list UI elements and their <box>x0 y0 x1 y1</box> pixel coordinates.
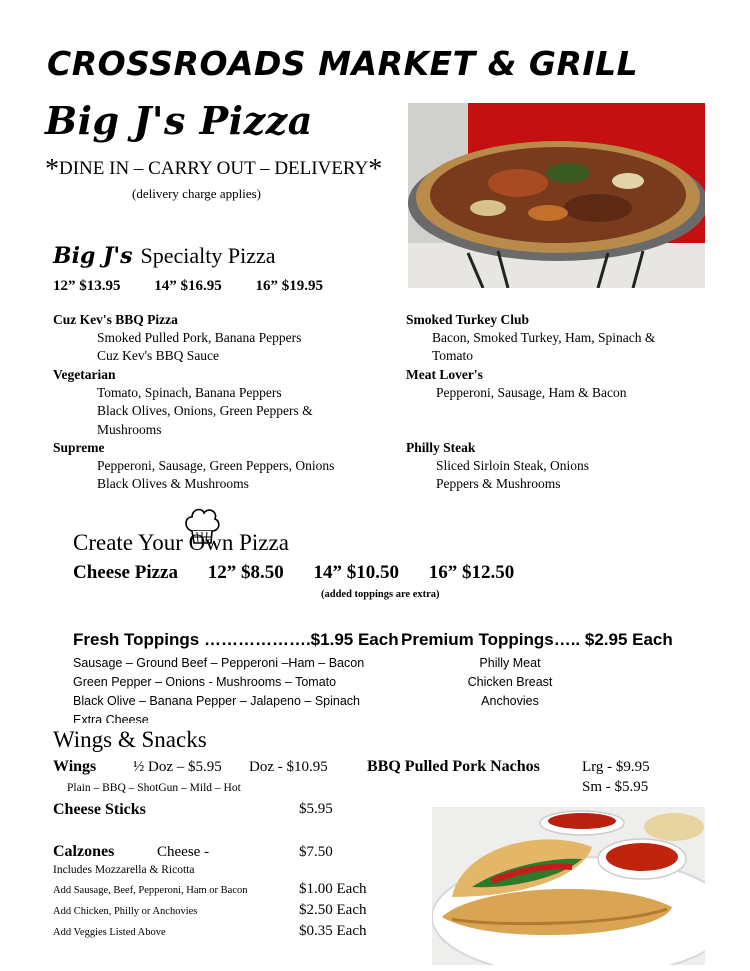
pizza-desc-line: Bacon, Smoked Turkey, Ham, Spinach & <box>432 330 656 346</box>
fresh-topping-line: Extra Cheese <box>73 713 149 723</box>
nachos-lrg-price: Lrg - $9.95 <box>582 759 650 775</box>
addon-label: Add Chicken, Philly or Anchovies <box>53 906 198 917</box>
pizza-vegetarian <box>53 366 313 439</box>
fresh-topping-line: Sausage – Ground Beef – Pepperoni –Ham – Bacon <box>73 656 365 670</box>
addon-label: Add Veggies Listed Above <box>53 927 166 938</box>
nachos-sm-price: Sm - $5.95 <box>582 779 649 795</box>
fresh-topping-line-clipped <box>73 713 149 723</box>
fresh-topping-line: Black Olive – Banana Pepper – Jalapeno – Spinach <box>73 694 360 708</box>
pizza-smoked-turkey-club <box>406 311 655 366</box>
restaurant-title: CROSSROADS MARKET & GRILL <box>47 44 639 83</box>
wings-heading: Wings & Snacks <box>53 727 207 752</box>
cheese-sticks-label: Cheese Sticks <box>53 801 146 818</box>
cheese-prices <box>73 562 539 584</box>
addon-label: Add Sausage, Beef, Pepperoni, Ham or Bacon <box>53 885 248 896</box>
pizza-cuz-kev <box>53 311 301 366</box>
calzones-price: $7.50 <box>299 844 333 860</box>
pizza-desc-line: Mushrooms <box>97 421 162 437</box>
pizza-desc-line: Pepperoni, Sausage, Ham & Bacon <box>436 385 627 401</box>
brand-title: Big J's Pizza <box>45 98 313 143</box>
premium-topping-item: Chicken Breast <box>467 675 553 689</box>
pizza-desc-line: Black Olives, Onions, Green Peppers & <box>97 403 313 419</box>
specialty-price-16: 16” $19.95 <box>255 278 323 294</box>
calzones-type: Cheese - <box>157 844 210 860</box>
specialty-brand: Big J's <box>53 243 133 269</box>
specialty-prices <box>53 278 353 295</box>
pizza-meat-lovers <box>406 366 626 402</box>
pizza-desc-line: Black Olives & Mushrooms <box>97 476 249 492</box>
pizza-desc-line: Tomato, Spinach, Banana Peppers <box>97 385 282 401</box>
create-heading: Create Your Own Pizza <box>73 530 289 555</box>
pizza-desc-line: Pepperoni, Sausage, Green Peppers, Onions <box>97 458 335 474</box>
specialty-price-14: 14” $16.95 <box>154 278 222 294</box>
specialty-heading <box>53 243 276 269</box>
pizza-philly-steak <box>406 439 589 494</box>
pizza-desc-line: Tomato <box>432 348 474 364</box>
addon-price: $1.00 Each <box>299 881 367 897</box>
pizza-name: Meat Lover's <box>406 367 483 382</box>
pizza-desc-line: Peppers & Mushrooms <box>436 476 561 492</box>
service-star-left: * <box>45 154 59 185</box>
delivery-note: (delivery charge applies) <box>132 186 261 201</box>
wings-flavors: Plain – BBQ – ShotGun – Mild – Hot <box>67 782 241 794</box>
cheese-label: Cheese Pizza <box>73 562 178 583</box>
premium-topping-item: Philly Meat <box>479 656 541 670</box>
cheese-price-12: 12” $8.50 <box>207 562 284 583</box>
addon-price: $0.35 Each <box>299 923 367 939</box>
pizza-desc-line: Smoked Pulled Pork, Banana Peppers <box>97 330 302 346</box>
wings-label: Wings <box>53 758 97 775</box>
calzones-note: Includes Mozzarella & Ricotta <box>53 864 195 876</box>
specialty-heading-text: Specialty Pizza <box>140 243 276 268</box>
pizza-name: Supreme <box>53 440 105 455</box>
specialty-price-12: 12” $13.95 <box>53 278 121 294</box>
pizza-name: Smoked Turkey Club <box>406 312 530 327</box>
pizza-name: Cuz Kev's BBQ Pizza <box>53 312 178 327</box>
pizza-desc-line: Sliced Sirloin Steak, Onions <box>436 458 589 474</box>
cheese-sticks-price: $5.95 <box>299 801 333 817</box>
fresh-topping-line: Green Pepper – Onions - Mushrooms – Tomato <box>73 675 337 689</box>
pizza-desc-line: Cuz Kev's BBQ Sauce <box>97 348 220 364</box>
pizza-name: Philly Steak <box>406 440 476 455</box>
pizza-photo <box>408 103 705 288</box>
wings-half-doz: ½ Doz – $5.95 <box>133 759 222 775</box>
pizza-name: Vegetarian <box>53 367 116 382</box>
cheese-price-16: 16” $12.50 <box>428 562 515 583</box>
nachos-label: BBQ Pulled Pork Nachos <box>367 758 540 775</box>
service-line <box>45 150 383 185</box>
addon-price: $2.50 Each <box>299 902 367 918</box>
calzone-photo <box>432 807 705 965</box>
pizza-supreme <box>53 439 334 494</box>
toppings-note: (added toppings are extra) <box>321 589 440 600</box>
service-star-right: * <box>368 154 383 185</box>
wings-doz: Doz - $10.95 <box>249 759 328 775</box>
service-text: DINE IN – CARRY OUT – DELIVERY <box>59 158 369 179</box>
cheese-price-14: 14” $10.50 <box>313 562 399 583</box>
premium-topping-item: Anchovies <box>481 694 539 708</box>
fresh-toppings-heading: Fresh Toppings ……………….$1.95 Each <box>73 630 399 649</box>
premium-toppings-heading: Premium Toppings….. $2.95 Each <box>401 630 673 649</box>
calzones-label: Calzones <box>53 843 115 860</box>
